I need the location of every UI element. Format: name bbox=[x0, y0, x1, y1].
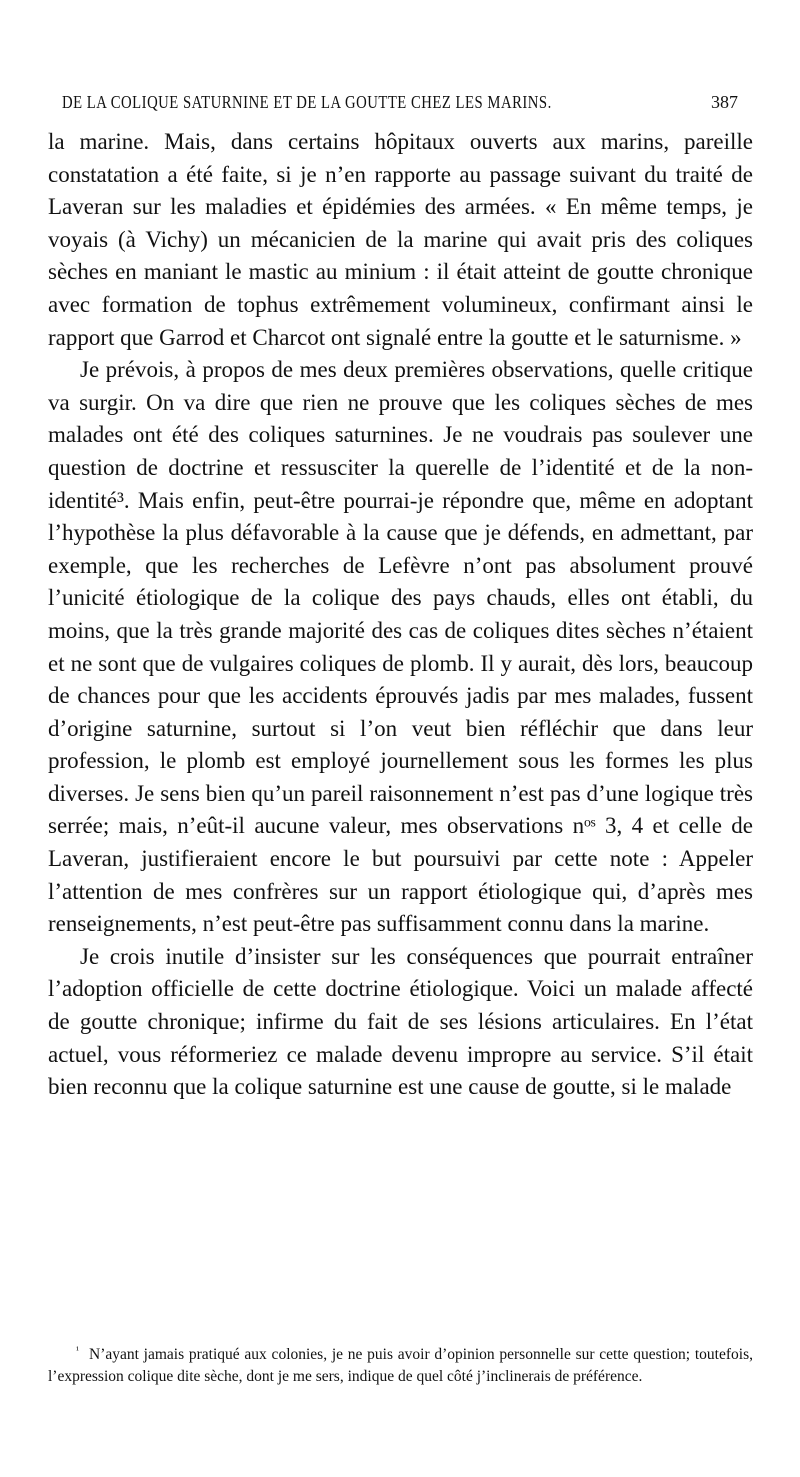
footnote-text: N’ayant jamais pratiqué aux colonies, je ne puis avoir d’opinion personnelle sur cette question; toutefois, l’expression colique dite sèche, dont je me sers, indique de quel côté j’inclinerais de préférence. bbox=[48, 1346, 753, 1385]
page-number: 387 bbox=[711, 92, 738, 112]
footnotes bbox=[48, 1340, 753, 1388]
paragraph-2: Je prévois, à propos de mes deux premières observations, quelle critique va surgir. On va dire que rien ne prouve que les coliques sèches de mes malades ont été des coliques saturnines. Je ne voudrais pas soulever une question de doctrine et ressusciter la querelle de l’identité et de la non-identité³. Mais enfin, peut-être pourrai-je répondre que, même en adoptant l’hypothèse la plus défavorable à la cause que je défends, en admettant, par exemple, que les recherches de Lefèvre n’ont pas absolument prouvé l’unicité étiologique de la colique des pays chauds, elles ont établi, du moins, que la très grande majorité des cas de coliques dites sèches n’étaient et ne sont que de vulgaires coliques de plomb. Il y aurait, dès lors, beaucoup de chances pour que les accidents éprouvés jadis par mes malades, fussent d’origine saturnine, surtout si l’on veut bien réfléchir que dans leur profession, le plomb est employé journellement sous les formes les plus diverses. Je sens bien qu’un pareil raisonnement n’est pas d’une logique très serrée; mais, n’eût-il aucune valeur, mes observations nᵒˢ 3, 4 et celle de Laveran, justifieraient encore le but poursuivi par cette note : Appeler l’attention de mes confrères sur un rapport étiologique qui, d’après mes renseignements, n’est peut-être pas suffisamment connu dans la marine. bbox=[48, 357, 753, 937]
paragraph-1: la marine. Mais, dans certains hôpitaux ouverts aux marins, pareille constatation a été faite, si je n’en rapporte au passage suivant du traité de Laveran sur les maladies et épidémies des armées. « En même temps, je voyais (à Vichy) un mécanicien de la marine qui avait pris des coliques sèches en maniant le mastic au minium : il était atteint de goutte chronique avec formation de tophus extrêmement volumineux, confirmant ainsi le rapport que Garrod et Charcot ont signalé entre la goutte et le saturnisme. » bbox=[48, 129, 753, 350]
running-header bbox=[62, 92, 738, 118]
footnote-1 bbox=[48, 1340, 753, 1388]
running-title: DE LA COLIQUE SATURNINE ET DE LA GOUTTE CHEZ LES MARINS. bbox=[62, 92, 552, 112]
paragraph-3: Je crois inutile d’insister sur les conséquences que pourrait entraîner l’adoption officielle de cette doctrine étiologique. Voici un malade affecté de goutte chronique; infirme du fait de ses lésions articulaires. En l’état actuel, vous réformeriez ce malade devenu impropre au service. S’il était bien reconnu que la colique saturnine est une cause de goutte, si le malade bbox=[48, 943, 753, 1100]
body-text bbox=[48, 126, 753, 1104]
footnote-marker: ¹ bbox=[76, 1345, 79, 1356]
